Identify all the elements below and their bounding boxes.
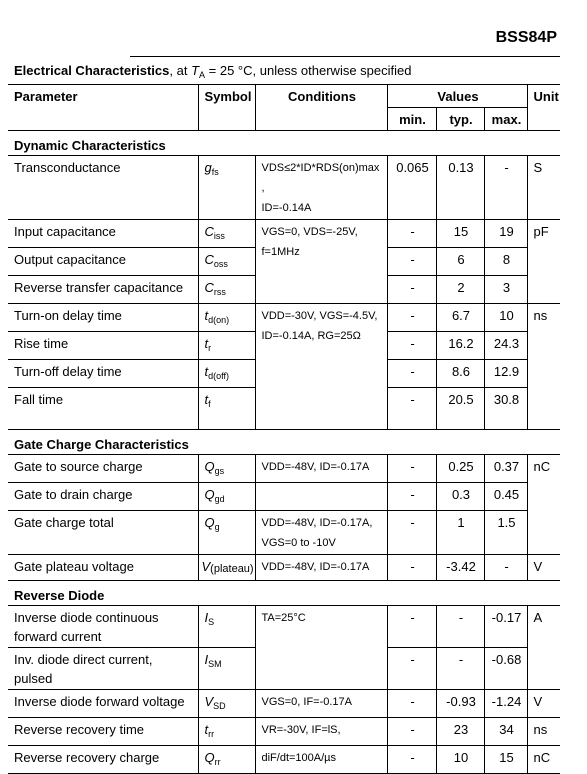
condition-cell: VDD=-48V, ID=-0.17A, VGS=0 to -10V xyxy=(255,511,387,555)
table-row xyxy=(8,606,560,648)
header-values: Values xyxy=(387,85,527,108)
param-cell: Gate plateau voltage xyxy=(14,559,134,574)
table-row xyxy=(8,690,560,718)
symbol-cell: $t_f$ xyxy=(198,388,255,430)
min-cell: - xyxy=(387,388,436,430)
symbol-cell: $t_r$ xyxy=(198,332,255,360)
unit-cell: S xyxy=(527,156,560,220)
symbol-cell: $g_{fs}$ xyxy=(198,156,255,220)
min-cell: - xyxy=(387,304,436,332)
min-cell: - xyxy=(387,746,436,774)
max-cell: - xyxy=(484,555,527,581)
max-cell: 1.5 xyxy=(484,511,527,555)
electrical-characteristics-table xyxy=(8,60,560,774)
table-row xyxy=(8,156,560,220)
typ-cell: 6 xyxy=(436,248,484,276)
typ-cell: 0.25 xyxy=(436,455,484,483)
max-cell: 24.3 xyxy=(484,332,527,360)
table-row xyxy=(8,455,560,483)
max-cell: 19 xyxy=(484,220,527,248)
param-cell: Gate to drain charge xyxy=(14,487,133,502)
param-cell: Gate charge total xyxy=(14,515,114,530)
symbol-cell: V(plateau) xyxy=(198,555,255,581)
typ-cell: 16.2 xyxy=(436,332,484,360)
param-cell: Inverse diode forward voltage xyxy=(14,694,185,709)
param-cell: Gate to source charge xyxy=(14,459,143,474)
typ-cell: 20.5 xyxy=(436,388,484,430)
max-cell: 34 xyxy=(484,718,527,746)
section-gate-charge: Gate Charge Characteristics xyxy=(8,430,560,455)
condition-cell: VGS=0, IF=-0.17A xyxy=(255,690,387,718)
symbol-cell: $t_{d(off)}$ xyxy=(198,360,255,388)
table-row xyxy=(8,718,560,746)
unit-cell: nC xyxy=(527,455,560,555)
section-dynamic: Dynamic Characteristics xyxy=(8,131,560,156)
condition-cell: TA=25°C xyxy=(255,606,387,690)
typ-cell: - xyxy=(436,606,484,648)
table-row xyxy=(8,555,560,581)
condition-cell: diF/dt=100A/µs xyxy=(255,746,387,774)
header-typ: typ. xyxy=(436,108,484,131)
unit-cell: ns xyxy=(527,304,560,430)
symbol-cell: $C_{iss}$ xyxy=(198,220,255,248)
symbol-cell: $I_S$ xyxy=(198,606,255,648)
table-row xyxy=(8,746,560,774)
unit-cell: A xyxy=(527,606,560,690)
unit-cell: pF xyxy=(527,220,560,304)
table-title-temp-sub: A xyxy=(199,70,206,80)
unit-cell: V xyxy=(527,555,560,581)
max-cell: 3 xyxy=(484,276,527,304)
param-cell: Turn-off delay time xyxy=(8,360,198,388)
typ-cell: 15 xyxy=(436,220,484,248)
condition-cell: VDD=-48V, ID=-0.17A xyxy=(255,555,387,581)
max-cell: - xyxy=(484,156,527,220)
header-min: min. xyxy=(387,108,436,131)
section-reverse-diode: Reverse Diode xyxy=(8,581,560,606)
typ-cell: 2 xyxy=(436,276,484,304)
max-cell: 12.9 xyxy=(484,360,527,388)
header-symbol: Symbol xyxy=(198,85,255,131)
max-cell: 30.8 xyxy=(484,388,527,430)
part-number: BSS84P xyxy=(495,29,557,46)
table-row xyxy=(8,511,560,555)
symbol-cell: $t_{d(on)}$ xyxy=(198,304,255,332)
condition-cell: VDS≤2*ID*RDS(on)max , ID=-0.14A xyxy=(255,156,387,220)
max-cell: -0.17 xyxy=(484,606,527,648)
max-cell: 0.45 xyxy=(484,483,527,511)
header-parameter: Parameter xyxy=(8,85,198,131)
unit-cell: V xyxy=(527,690,560,718)
symbol-cell: $C_{rss}$ xyxy=(198,276,255,304)
typ-cell: 23 xyxy=(436,718,484,746)
unit-cell: nC xyxy=(527,746,560,774)
max-cell: -0.68 xyxy=(484,648,527,690)
min-cell: - xyxy=(387,332,436,360)
typ-cell: 10 xyxy=(436,746,484,774)
table-title-temp-symbol: T xyxy=(191,63,200,78)
min-cell: - xyxy=(387,276,436,304)
condition-cell: VGS=0, VDS=-25V, f=1MHz xyxy=(255,220,387,304)
max-cell: 8 xyxy=(484,248,527,276)
symbol-cell: $Q_{gd}$ xyxy=(198,483,255,511)
condition-cell: VR=-30V, IF=lS, xyxy=(255,718,387,746)
min-cell: - xyxy=(387,690,436,718)
param-cell: Transconductance xyxy=(14,160,121,175)
condition-cell: VDD=-30V, VGS=-4.5V, ID=-0.14A, RG=25Ω xyxy=(255,304,387,430)
param-cell: Inv. diode direct current, pulsed xyxy=(8,648,198,690)
header-max: max. xyxy=(484,108,527,131)
min-cell: 0.065 xyxy=(387,156,436,220)
header-unit: Unit xyxy=(527,85,560,131)
table-row xyxy=(8,220,560,248)
min-cell: - xyxy=(387,220,436,248)
typ-cell: 8.6 xyxy=(436,360,484,388)
min-cell: - xyxy=(387,718,436,746)
typ-cell: - xyxy=(436,648,484,690)
min-cell: - xyxy=(387,606,436,648)
param-cell: Output capacitance xyxy=(8,248,198,276)
table-title-post: = 25 °C, unless otherwise specified xyxy=(205,63,412,78)
table-row xyxy=(8,483,560,511)
symbol-cell: $C_{oss}$ xyxy=(198,248,255,276)
max-cell: -1.24 xyxy=(484,690,527,718)
param-cell: Reverse recovery time xyxy=(14,722,145,737)
param-cell: Rise time xyxy=(8,332,198,360)
table-title xyxy=(8,60,560,85)
unit-cell: ns xyxy=(527,718,560,746)
symbol-cell: $I_{SM}$ xyxy=(198,648,255,690)
symbol-cell: $V_{SD}$ xyxy=(198,690,255,718)
symbol-cell: $Q_{rr}$ xyxy=(198,746,255,774)
symbol-cell: $t_{rr}$ xyxy=(198,718,255,746)
max-cell: 15 xyxy=(484,746,527,774)
min-cell: - xyxy=(387,511,436,555)
typ-cell: 1 xyxy=(436,511,484,555)
symbol-cell: $Q_g$ xyxy=(198,511,255,555)
table-row xyxy=(8,304,560,332)
min-cell: - xyxy=(387,483,436,511)
min-cell: - xyxy=(387,455,436,483)
max-cell: 10 xyxy=(484,304,527,332)
min-cell: - xyxy=(387,248,436,276)
table-title-pre: , at xyxy=(169,63,192,78)
typ-cell: 6.7 xyxy=(436,304,484,332)
min-cell: - xyxy=(387,360,436,388)
param-cell: Reverse transfer capacitance xyxy=(8,276,198,304)
typ-cell: 0.13 xyxy=(436,156,484,220)
header-conditions: Conditions xyxy=(255,85,387,131)
symbol-cell: $Q_{gs}$ xyxy=(198,455,255,483)
param-cell: Turn-on delay time xyxy=(8,304,198,332)
param-cell: Reverse recovery charge xyxy=(14,750,160,765)
min-cell: - xyxy=(387,648,436,690)
typ-cell: -3.42 xyxy=(436,555,484,581)
min-cell: - xyxy=(387,555,436,581)
param-cell: Inverse diode continuous forward current xyxy=(8,606,198,648)
table-title-bold: Electrical Characteristics xyxy=(14,63,170,78)
condition-cell xyxy=(255,483,387,511)
max-cell: 0.37 xyxy=(484,455,527,483)
param-cell: Input capacitance xyxy=(8,220,198,248)
condition-cell: VDD=-48V, ID=-0.17A xyxy=(255,455,387,483)
typ-cell: -0.93 xyxy=(436,690,484,718)
typ-cell: 0.3 xyxy=(436,483,484,511)
header-rule xyxy=(130,56,560,57)
param-cell: Fall time xyxy=(8,388,198,430)
